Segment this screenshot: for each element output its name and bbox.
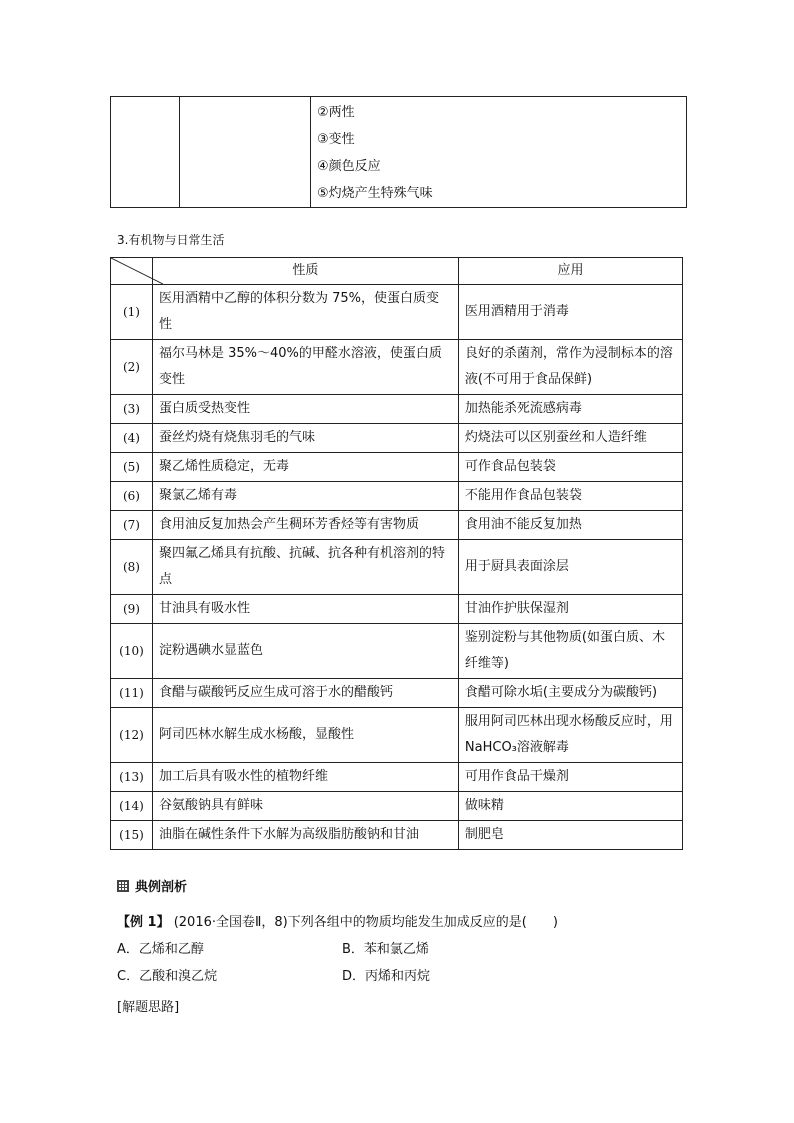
property-line: ③变性 <box>317 132 355 147</box>
diagonal-line-icon <box>111 258 163 284</box>
example-tag: 【例 1】 <box>117 915 170 930</box>
property-line: ②两性 <box>317 105 355 120</box>
empty-cell <box>180 97 311 208</box>
table-row <box>111 763 683 792</box>
grid-square-icon <box>117 880 129 892</box>
application-cell: 良好的杀菌剂，常作为浸制标本的溶液(不可用于食品保鲜) <box>458 340 682 395</box>
table-row <box>111 482 683 511</box>
application-cell: 甘油作护肤保湿剂 <box>458 595 682 624</box>
application-cell: 可作食品包装袋 <box>458 453 682 482</box>
property-cell: 聚乙烯性质稳定，无毒 <box>152 453 458 482</box>
property-cell: 食醋与碳酸钙反应生成可溶于水的醋酸钙 <box>152 679 458 708</box>
application-cell: 不能用作食品包装袋 <box>458 482 682 511</box>
option-c: C．乙酸和溴乙烷 <box>117 969 218 984</box>
application-cell: 鉴别淀粉与其他物质(如蛋白质、木纤维等) <box>458 624 682 679</box>
example-text: (2016·全国卷Ⅱ，8)下列各组中的物质均能发生加成反应的是( ) <box>173 915 558 930</box>
application-cell: 服用阿司匹林出现水杨酸反应时，用NaHCO₃溶液解毒 <box>458 708 682 763</box>
property-cell: 阿司匹林水解生成水杨酸，显酸性 <box>152 708 458 763</box>
table-row <box>111 792 683 821</box>
row-number: (8) <box>111 540 153 595</box>
table-header-row <box>111 258 683 285</box>
property-list-cell <box>311 97 687 208</box>
application-cell: 灼烧法可以区别蚕丝和人造纤维 <box>458 424 682 453</box>
table-row <box>111 511 683 540</box>
option-b: B．苯和氯乙烯 <box>342 942 429 957</box>
property-cell: 食用油反复加热会产生稠环芳香烃等有害物质 <box>152 511 458 540</box>
application-cell: 医用酒精用于消毒 <box>458 285 682 340</box>
row-number: (12) <box>111 708 153 763</box>
row-number: (9) <box>111 595 153 624</box>
application-cell: 用于厨具表面涂层 <box>458 540 682 595</box>
organic-life-table <box>110 257 683 850</box>
table-row <box>111 624 683 679</box>
property-cell: 淀粉遇碘水显蓝色 <box>152 624 458 679</box>
row-number: (3) <box>111 395 153 424</box>
row-number: (11) <box>111 679 153 708</box>
application-cell: 可用作食品干燥剂 <box>458 763 682 792</box>
continued-table <box>110 96 687 208</box>
option-a: A．乙烯和乙醇 <box>117 942 204 957</box>
table-row <box>111 395 683 424</box>
table-row <box>111 595 683 624</box>
section-heading: 3.有机物与日常生活 <box>117 233 225 247</box>
example-question <box>117 911 558 930</box>
application-cell: 做味精 <box>458 792 682 821</box>
row-number: (6) <box>111 482 153 511</box>
property-cell: 甘油具有吸水性 <box>152 595 458 624</box>
row-number: (1) <box>111 285 153 340</box>
application-cell: 制肥皂 <box>458 821 682 850</box>
table-row <box>111 708 683 763</box>
option-d: D．丙烯和丙烷 <box>342 969 431 984</box>
application-cell: 食醋可除水垢(主要成分为碳酸钙) <box>458 679 682 708</box>
row-number: (15) <box>111 821 153 850</box>
empty-cell <box>111 97 180 208</box>
solution-thinking-label: [解题思路] <box>117 1000 180 1015</box>
table-row <box>111 679 683 708</box>
row-number: (7) <box>111 511 153 540</box>
table-row <box>111 285 683 340</box>
application-cell: 加热能杀死流感病毒 <box>458 395 682 424</box>
property-line: ④颜色反应 <box>317 159 381 174</box>
table-row <box>111 340 683 395</box>
property-cell: 加工后具有吸水性的植物纤维 <box>152 763 458 792</box>
property-cell: 蛋白质受热变性 <box>152 395 458 424</box>
analysis-heading <box>117 876 187 895</box>
property-cell: 医用酒精中乙醇的体积分数为 75%，使蛋白质变性 <box>152 285 458 340</box>
application-cell: 食用油不能反复加热 <box>458 511 682 540</box>
property-cell: 聚氯乙烯有毒 <box>152 482 458 511</box>
row-number: (13) <box>111 763 153 792</box>
row-number: (14) <box>111 792 153 821</box>
diagonal-header-cell <box>111 258 153 285</box>
property-cell: 油脂在碱性条件下水解为高级脂肪酸钠和甘油 <box>152 821 458 850</box>
property-cell: 聚四氟乙烯具有抗酸、抗碱、抗各种有机溶剂的特点 <box>152 540 458 595</box>
property-line: ⑤灼烧产生特殊气味 <box>317 186 433 201</box>
table-row <box>111 424 683 453</box>
property-cell: 蚕丝灼烧有烧焦羽毛的气味 <box>152 424 458 453</box>
property-header: 性质 <box>152 258 458 285</box>
property-cell: 福尔马林是 35%～40%的甲醛水溶液，使蛋白质变性 <box>152 340 458 395</box>
analysis-heading-label: 典例剖析 <box>135 880 188 895</box>
table-row <box>111 453 683 482</box>
row-number: (2) <box>111 340 153 395</box>
row-number: (4) <box>111 424 153 453</box>
table-row <box>111 540 683 595</box>
table-row <box>111 821 683 850</box>
application-header: 应用 <box>458 258 682 285</box>
property-cell: 谷氨酸钠具有鲜味 <box>152 792 458 821</box>
row-number: (10) <box>111 624 153 679</box>
row-number: (5) <box>111 453 153 482</box>
